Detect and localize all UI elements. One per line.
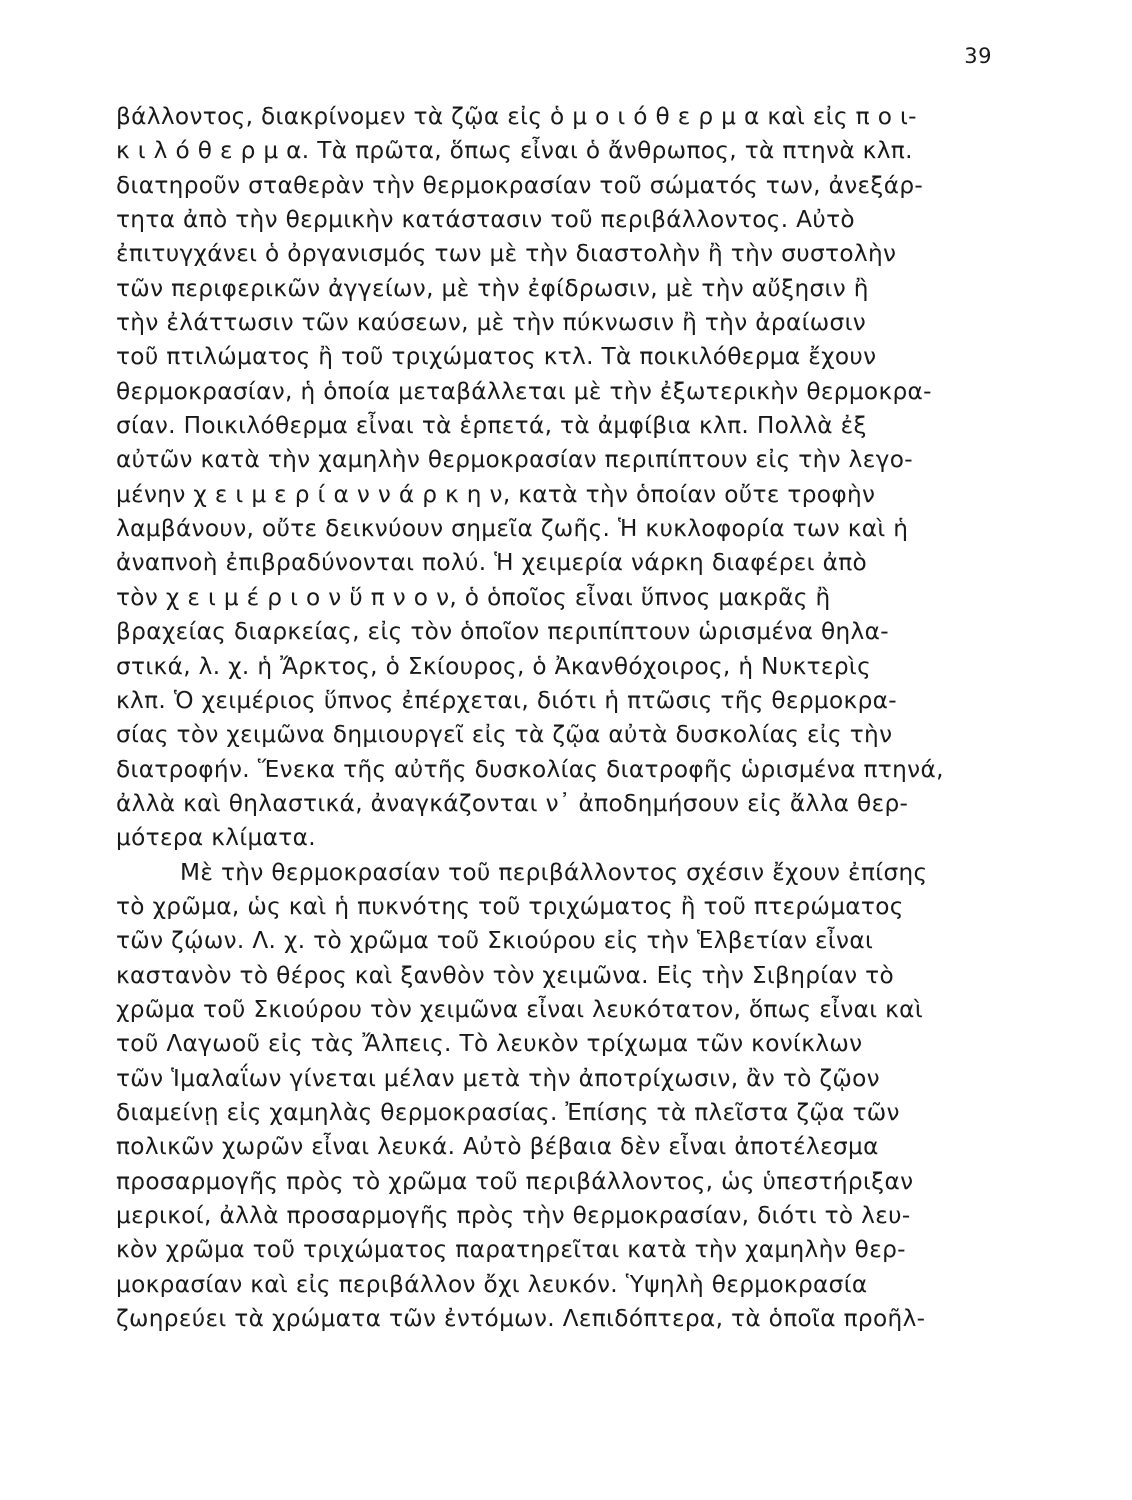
- text-line: τῶν περιφερικῶν ἀγγείων, μὲ τὴν ἐφίδρωσιν, μὲ τὴν αὔξησιν ἢ: [116, 274, 869, 302]
- text-line: πολικῶν χωρῶν εἶναι λευκά. Αὐτὸ βέβαια δὲν εἶναι ἀποτέλεσμα: [116, 1133, 879, 1161]
- text-line: τὸ χρῶμα, ὡς καὶ ἡ πυκνότης τοῦ τριχώματος ἢ τοῦ πτερώματος: [116, 892, 904, 920]
- text-line: κὸν χρῶμα τοῦ τριχώματος παρατηρεῖται κατὰ τὴν χαμηλὴν θερ-: [116, 1236, 906, 1264]
- text-line: τητα ἀπὸ τὴν θερμικὴν κατάστασιν τοῦ περιβάλλοντος. Αὐτὸ: [116, 206, 855, 234]
- text-line: τῶν ζῴων. Λ. χ. τὸ χρῶμα τοῦ Σκιούρου εἰς τὴν Ἑλβετίαν εἶναι: [116, 927, 874, 955]
- text-line: διατροφήν. Ἕνεκα τῆς αὐτῆς δυσκολίας διατροφῆς ὡρισμένα πτηνά,: [116, 755, 944, 783]
- text-line: σίας τὸν χειμῶνα δημιουργεῖ εἰς τὰ ζῷα αὐτὰ δυσκολίας εἰς τὴν: [116, 721, 893, 749]
- page-number: 39: [964, 44, 992, 68]
- text-line: χρῶμα τοῦ Σκιούρου τὸν χειμῶνα εἶναι λευκότατον, ὅπως εἶναι καὶ: [116, 995, 924, 1023]
- text-line: λαμβάνουν, οὔτε δεικνύουν σημεῖα ζωῆς. Ἡ κυκλοφορία των καὶ ἡ: [116, 515, 909, 543]
- text-line: διαμείνῃ εἰς χαμηλὰς θερμοκρασίας. Ἐπίσης τὰ πλεῖστα ζῷα τῶν: [116, 1098, 900, 1126]
- text-line: ζωηρεύει τὰ χρώματα τῶν ἐντόμων. Λεπιδόπτερα, τὰ ὁποῖα προῆλ-: [116, 1305, 926, 1333]
- text-line: ἐπιτυγχάνει ὁ ὀργανισμός των μὲ τὴν διαστολὴν ἢ τὴν συστολὴν: [116, 240, 897, 268]
- text-line: μένην χ ε ι μ ε ρ ί α ν ν ά ρ κ η ν, κατὰ τὴν ὁποίαν οὔτε τροφὴν: [116, 480, 876, 508]
- text-line: τοῦ πτιλώματος ἢ τοῦ τριχώματος κτλ. Τὰ ποικιλόθερμα ἔχουν: [116, 343, 877, 371]
- text-line: ἀναπνοὴ ἐπιβραδύνονται πολύ. Ἡ χειμερία νάρκη διαφέρει ἀπὸ: [116, 549, 868, 577]
- text-line: θερμοκρασίαν, ἡ ὁποία μεταβάλλεται μὲ τὴν ἐξωτερικὴν θερμοκρα-: [116, 377, 932, 405]
- text-line: βραχείας διαρκείας, εἰς τὸν ὁποῖον περιπίπτουν ὡρισμένα θηλα-: [116, 618, 889, 646]
- text-line: προσαρμογῆς πρὸς τὸ χρῶμα τοῦ περιβάλλοντος, ὡς ὑπεστήριξαν: [116, 1167, 914, 1195]
- text-line: αὐτῶν κατὰ τὴν χαμηλὴν θερμοκρασίαν περιπίπτουν εἰς τὴν λεγο-: [116, 446, 913, 474]
- text-line: τὸν χ ε ι μ έ ρ ι ο ν ὕ π ν ο ν, ὁ ὁποῖος εἶναι ὕπνος μακρᾶς ἢ: [116, 583, 831, 611]
- body-text: [116, 100, 1006, 1336]
- text-line: μοκρασίαν καὶ εἰς περιβάλλον ὄχι λευκόν. Ὑψηλὴ θερμοκρασία: [116, 1270, 868, 1298]
- text-line: ἀλλὰ καὶ θηλαστικά, ἀναγκάζονται ν᾽ ἀποδημήσουν εἰς ἄλλα θερ-: [116, 789, 909, 817]
- paragraph-start-line: Μὲ τὴν θερμοκρασίαν τοῦ περιβάλλοντος σχέσιν ἔχουν ἐπίσης: [180, 858, 928, 886]
- text-line: διατηροῦν σταθερὰν τὴν θερμοκρασίαν τοῦ σώματός των, ἀνεξάρ-: [116, 171, 924, 199]
- text-line: τῶν Ἱμαλαΐων γίνεται μέλαν μετὰ τὴν ἀποτρίχωσιν, ἂν τὸ ζῷον: [116, 1064, 880, 1092]
- text-line: κ ι λ ό θ ε ρ μ α. Τὰ πρῶτα, ὅπως εἶναι ὁ ἄνθρωπος, τὰ πτηνὰ κλπ.: [116, 137, 913, 165]
- text-line: καστανὸν τὸ θέρος καὶ ξανθὸν τὸν χειμῶνα. Εἰς τὴν Σιβηρίαν τὸ: [116, 961, 895, 989]
- text-line: τοῦ Λαγωοῦ εἰς τὰς Ἄλπεις. Τὸ λευκὸν τρίχωμα τῶν κονίκλων: [116, 1030, 863, 1058]
- text-line: μότερα κλίματα.: [116, 824, 316, 852]
- text-line: σίαν. Ποικιλόθερμα εἶναι τὰ ἑρπετά, τὰ ἀμφίβια κλπ. Πολλὰ ἐξ: [116, 412, 867, 440]
- text-line: στικά, λ. χ. ἡ Ἄρκτος, ὁ Σκίουρος, ὁ Ἀκανθόχοιρος, ἡ Νυκτερὶς: [116, 652, 872, 680]
- text-line: μερικοί, ἀλλὰ προσαρμογῆς πρὸς τὴν θερμοκρασίαν, διότι τὸ λευ-: [116, 1202, 911, 1229]
- text-line: τὴν ἐλάττωσιν τῶν καύσεων, μὲ τὴν πύκνωσιν ἢ τὴν ἀραίωσιν: [116, 309, 867, 337]
- text-line: κλπ. Ὁ χειμέριος ὕπνος ἐπέρχεται, διότι ἡ πτῶσις τῆς θερμοκρα-: [116, 686, 897, 714]
- text-line: βάλλοντος, διακρίνομεν τὰ ζῷα εἰς ὁ μ ο ι ό θ ε ρ μ α καὶ εἰς π ο ι-: [116, 103, 917, 130]
